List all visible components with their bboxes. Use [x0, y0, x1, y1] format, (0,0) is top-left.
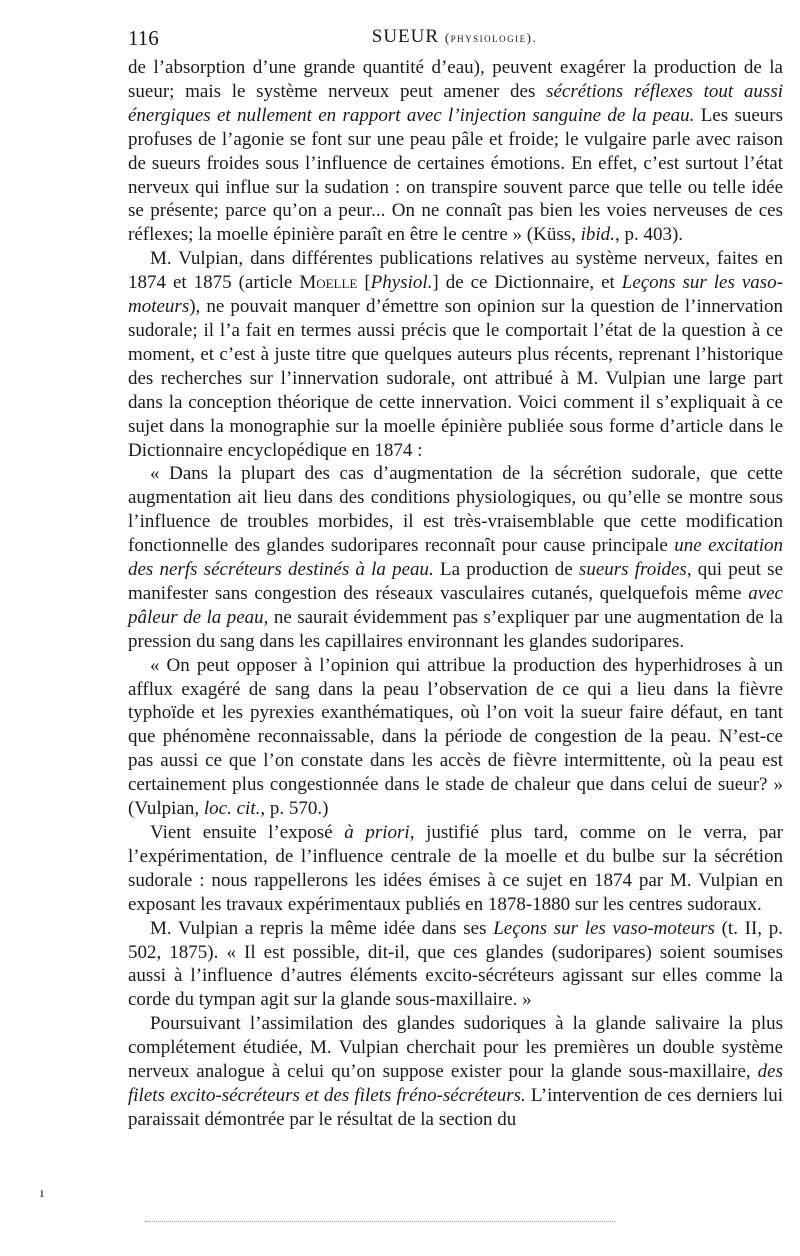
- italic-run: à priori: [344, 822, 410, 843]
- text-run: La production de: [433, 559, 579, 581]
- footer-dotted-rule: [145, 1215, 615, 1222]
- text-run: Les sueurs profuses de l’agonie se font sur une peau pâle et froide; le vulgaire parle avec raison de sueurs froides sous l’influence de certaines émotions. En effet, c’est surtout l’état nerveux qui influe sur la sudation : on transpire souvent parce que telle ou telle idée se présente; parce qu’on a peur... On ne connaît pas bien les voies nerveuses de ces réflexes; la moelle épinière paraît en être le centre » (Küss,: [128, 104, 783, 246]
- paragraph: [128, 1012, 783, 1132]
- text-run: de l’absorption d’une grande quantité d’eau), peuvent exagérer la production de la sueur; mais le système nerveux peut amener des: [128, 57, 783, 102]
- italic-run: sueurs froides: [578, 559, 687, 581]
- text-run: , justifié plus tard, comme on le verra, par l’expérimentation, de l’influence centrale de la moelle et du bulbe sur la sécrétion sudorale : nous rappellerons les idées émises à ce sujet en 1874 par M. Vulpian en exposant les travaux expérimentaux publiés en 1878-1880 sur les centres sudoraux.: [128, 822, 783, 915]
- text-run: M. Vulpian a repris la même idée dans ses: [150, 917, 494, 939]
- text-run: , qui peut se manifester sans congestion des réseaux vasculaires cutanés, quelquefois même: [128, 559, 784, 604]
- italic-run: Physiol.: [370, 272, 433, 294]
- italic-run: une excitation des nerfs sécréteurs destinés à la peau.: [128, 535, 783, 581]
- page-number: 116: [128, 26, 159, 50]
- text-run: ne saurait évidemment pas s’expliquer par une augmentation de la pression du sang dans les capillaires environnant les glandes sudoripares.: [128, 606, 783, 652]
- text-run: ), ne pouvait manquer d’émettre son opinion sur la question de l’innervation sudorale; il l’a fait en termes aussi précis que le comportait l’état de la question à ce moment, et c’est à juste titre que quelques auteurs plus récents, reprenant l’historique des recherches sur l’innervation sudorale, ont attribué à M. Vulpian une large part dans la conception théorique de cette innervation. Voici comment il s’expliquait à ce sujet dans la monographie sur la moelle épinière publiée sous forme d’article dans le Dictionnaire encyclopédique en 1874 :: [128, 296, 783, 461]
- text-run: Vient ensuite l’exposé: [150, 822, 345, 843]
- italic-run: sécrétions réflexes tout aussi énergiques et nullement en rapport avec l’injection sanguine de la peau.: [128, 80, 783, 126]
- text-run: [: [357, 272, 371, 294]
- text-run: , p. 570.): [260, 798, 329, 820]
- stray-ink-mark: ı: [40, 1186, 44, 1201]
- paragraph: [128, 821, 783, 917]
- paragraph: [128, 462, 783, 653]
- body-text: [128, 56, 783, 1132]
- italic-run: Leçons sur les vaso-moteurs: [128, 272, 783, 318]
- page-header: [128, 22, 781, 52]
- text-run: Poursuivant l’assimilation des glandes sudoriques à la glande salivaire la plus complétement étudiée, M. Vulpian cherchait pour les premières un double système nerveux analogue à celui qu’on suppose exister pour la glande sous-maxillaire,: [128, 1013, 783, 1083]
- text-run: ] de ce Dictionnaire, et: [432, 272, 622, 294]
- running-head-title: SUEUR: [371, 26, 440, 47]
- italic-run: Leçons sur les vaso-moteurs: [493, 917, 715, 939]
- paragraph: [128, 56, 783, 247]
- paragraph: [128, 917, 783, 1013]
- italic-run: des filets excito-sécréteurs et des filets fréno-sécréteurs.: [128, 1061, 783, 1106]
- italic-run: loc. cit.: [203, 798, 261, 820]
- paragraph: [128, 247, 783, 462]
- text-run: « On peut opposer à l’opinion qui attribue la production des hyperhidroses à un afflux exagéré de sang dans la peau l’observation de ce qui a lieu dans la fièvre typhoïde et les pyrexies exanthématiques, où l’on voit la sueur faire défaut, en tant que phénomène reconnaissable, dans la période de congestion de la peau. N’est-ce pas aussi ce que l’on constate dans les accès de fièvre intermittente, où la peau est certainement plus congestionnée dans le stade de chaleur que dans celui de sueur? » (Vulpian,: [128, 654, 783, 820]
- italic-run: ibid.: [580, 224, 615, 246]
- text-run: « Dans la plupart des cas d’augmentation de la sécrétion sudorale, que cette augmentation ait lieu dans des conditions physiologiques, ou qu’elle se montre sous l’influence de troubles morbides, il est très-vraisemblable que cette modification fonctionnelle des glandes sudoripares reconnaît pour cause principale: [128, 463, 783, 557]
- text-run: (t. II, p. 502, 1875). « Il est possible, dit-il, que ces glandes (sudoripares) soient soumises aussi à l’influence d’autres éléments excito-sécréteurs agissant sur elles comme la corde du tympan agit sur la glande sous-maxillaire. »: [128, 917, 783, 1011]
- text-run: M. Vulpian, dans différentes publications relatives au système nerveux, faites en 1874 et 1875 (article: [128, 248, 783, 294]
- running-head-subtitle: (physiologie).: [444, 30, 538, 45]
- italic-run: avec pâleur de la peau,: [128, 582, 783, 628]
- text-run: , p. 403).: [614, 224, 684, 246]
- paragraph: [128, 654, 783, 821]
- running-head: [128, 26, 781, 48]
- text-run: L’intervention de ces derniers lui paraissait démontrée par le résultat de la section du: [128, 1084, 783, 1130]
- small-caps-run: Moelle: [299, 272, 358, 294]
